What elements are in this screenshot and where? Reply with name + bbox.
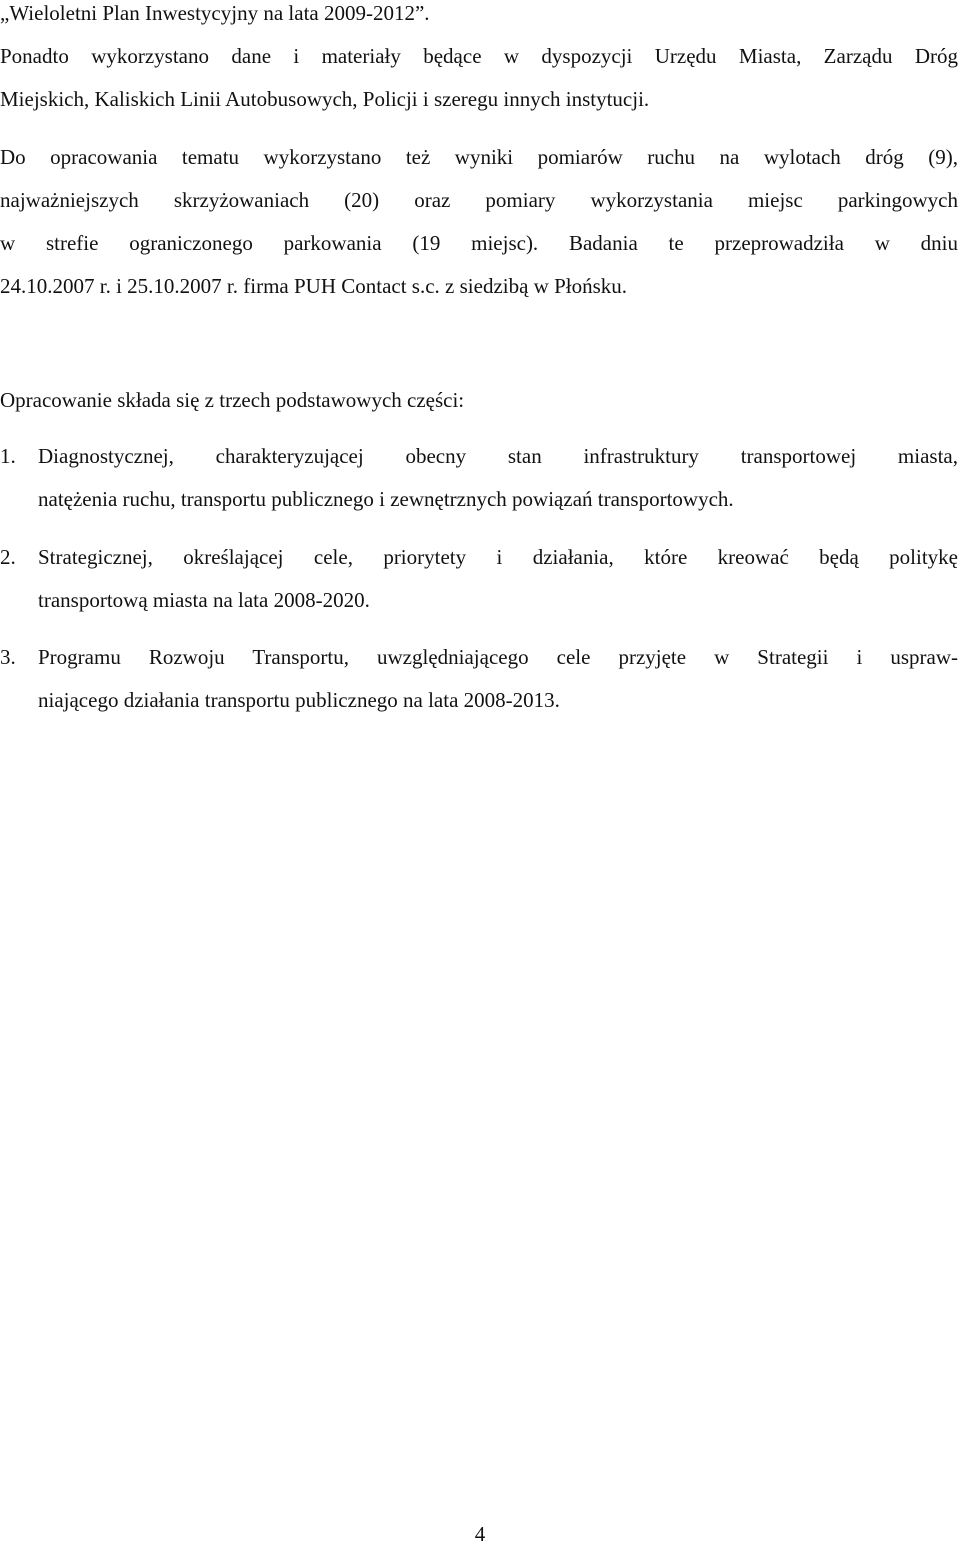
intro-line-1: „Wieloletni Plan Inwestycyjny na lata 2009-2012”. — [0, 1, 430, 25]
list-item-line-1: Strategicznej, określającej cele, priorytety i działania, które kreować będą politykę — [38, 545, 958, 569]
intro-line-2: Ponadto wykorzystano dane i materiały będące w dyspozycji Urzędu Miasta, Zarządu Dróg — [0, 44, 958, 68]
paragraph-line-1: Do opracowania tematu wykorzystano też wyniki pomiarów ruchu na wylotach dróg (9), — [0, 145, 958, 169]
list-item-line-2: natężenia ruchu, transportu publicznego i zewnętrznych powiązań transportowych. — [38, 487, 734, 511]
list-item-line-2: transportową miasta na lata 2008-2020. — [38, 588, 370, 612]
paragraph-line-2: najważniejszych skrzyżowaniach (20) oraz pomiary wykorzystania miejsc parkingowych — [0, 188, 958, 212]
page-number: 4 — [474, 1522, 486, 1546]
paragraph-line-3: w strefie ograniczonego parkowania (19 miejsc). Badania te przeprowadziła w dniu — [0, 231, 958, 255]
intro-line-3: Miejskich, Kaliskich Linii Autobusowych, Policji i szeregu innych instytucji. — [0, 87, 650, 111]
list-item-number: 1. — [0, 444, 16, 468]
list-item-line-2: niającego działania transportu publicznego na lata 2008-2013. — [38, 688, 560, 712]
paragraph-line-4: 24.10.2007 r. i 25.10.2007 r. firma PUH Contact s.c. z siedzibą w Płońsku. — [0, 274, 628, 298]
list-item-number: 3. — [0, 645, 16, 669]
list-item-number: 2. — [0, 545, 16, 569]
list-item-line-1: Programu Rozwoju Transportu, uwzględniającego cele przyjęte w Strategii i uspraw- — [38, 645, 958, 669]
structure-heading: Opracowanie składa się z trzech podstawowych części: — [0, 388, 465, 412]
list-item-line-1: Diagnostycznej, charakteryzującej obecny stan infrastruktury transportowej miasta, — [38, 444, 958, 468]
